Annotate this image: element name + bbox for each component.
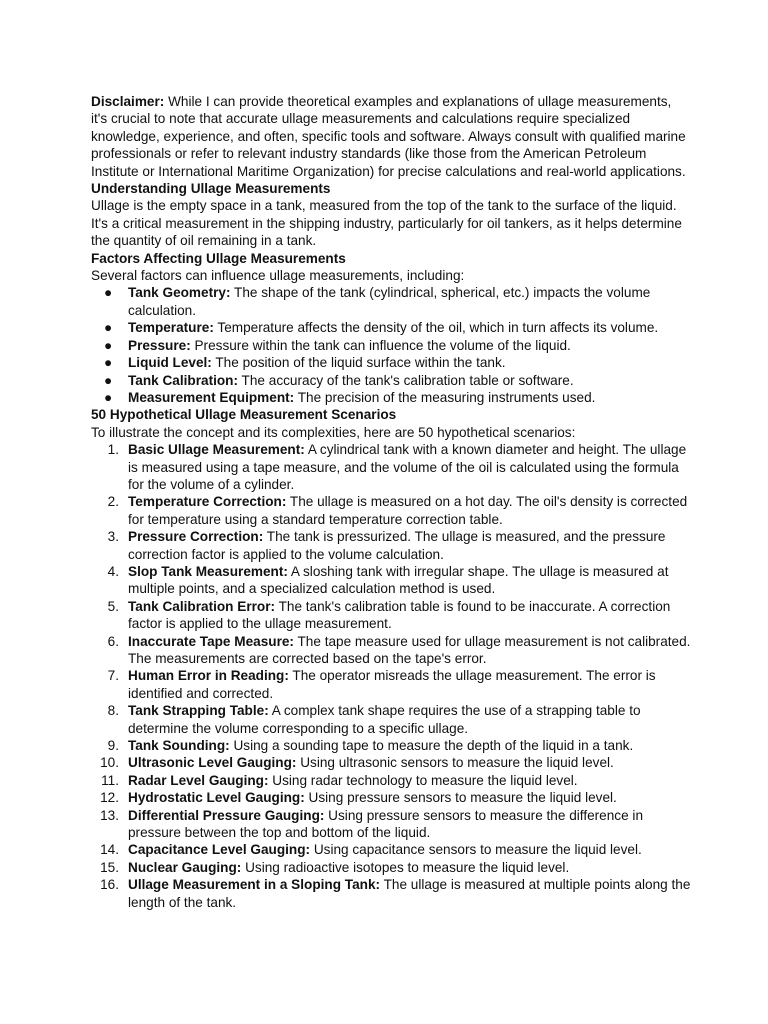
disclaimer-paragraph	[91, 93, 691, 180]
list-item-description: Using a sounding tape to measure the depth of the liquid in a tank.	[229, 738, 634, 754]
list-item-term: Pressure:	[128, 337, 191, 353]
list-marker: 2.	[107, 494, 119, 510]
list-item-term: Temperature Correction:	[128, 494, 287, 510]
list-marker: 12.	[100, 790, 119, 806]
factor-list-item	[91, 372, 691, 389]
scenario-list-item	[91, 441, 691, 493]
factor-list-item	[91, 389, 691, 406]
list-item-term: Liquid Level:	[128, 355, 212, 371]
list-item-term: Temperature:	[128, 320, 214, 336]
list-item-description: Using pressure sensors to measure the liquid level.	[304, 790, 617, 806]
section-factors-intro: Several factors can influence ullage measurements, including:	[91, 268, 465, 284]
list-item-term: Tank Strapping Table:	[128, 703, 269, 719]
list-item-term: Human Error in Reading:	[128, 668, 289, 684]
list-item-description: A complex tank shape requires the use of a strapping table to determine the volume corresponding to a specific ullage.	[128, 703, 641, 736]
list-marker: 4.	[107, 563, 119, 579]
section-heading-factors: Factors Affecting Ullage Measurements	[91, 250, 346, 266]
scenario-list-item	[91, 754, 691, 771]
list-item-description: The tank's calibration table is found to be inaccurate. A correction factor is applied to the ullage measurement.	[128, 598, 671, 632]
factor-list-item	[91, 319, 691, 336]
list-item-term: Differential Pressure Gauging:	[128, 807, 325, 823]
section-heading-understanding: Understanding Ullage Measurements	[91, 181, 331, 197]
list-item-term: Capacitance Level Gauging:	[128, 842, 311, 858]
list-item-term: Tank Calibration Error:	[128, 598, 276, 614]
list-marker: ●	[104, 372, 113, 388]
list-item-description: Using radar technology to measure the liquid level.	[268, 772, 578, 788]
list-item-term: Nuclear Gauging:	[128, 859, 242, 875]
list-item-description: The shape of the tank (cylindrical, spherical, etc.) impacts the volume calculation.	[128, 285, 651, 318]
factor-list-item	[91, 337, 691, 354]
scenario-list-item	[91, 772, 691, 789]
list-item-description: The operator misreads the ullage measurement. The error is identified and corrected.	[128, 668, 656, 701]
section-understanding-text: Ullage is the empty space in a tank, measured from the top of the tank to the surface of the liquid. It's a critical measurement in the shipping industry, particularly for oil tankers, as it helps determine the quantity of oil remaining in a tank.	[91, 198, 682, 249]
list-item-description: The tank is pressurized. The ullage is measured, and the pressure correction factor is applied to the volume calculation.	[128, 529, 666, 562]
list-marker: 5.	[107, 598, 119, 614]
scenario-list-item	[91, 528, 691, 563]
list-marker: 15.	[100, 859, 119, 875]
disclaimer-label: Disclaimer:	[91, 94, 165, 109]
scenario-list-item	[91, 841, 691, 858]
scenario-list-item	[91, 807, 691, 842]
list-item-description: Using radioactive isotopes to measure the liquid level.	[241, 859, 570, 875]
section-scenarios-intro: To illustrate the concept and its complexities, here are 50 hypothetical scenarios:	[91, 424, 576, 440]
list-item-term: Ullage Measurement in a Sloping Tank:	[128, 877, 381, 893]
list-marker: 16.	[100, 877, 119, 893]
scenario-list-item	[91, 737, 691, 754]
list-item-description: Temperature affects the density of the oil, which in turn affects its volume.	[213, 320, 659, 336]
list-marker: 11.	[101, 772, 119, 788]
list-item-description: Using pressure sensors to measure the difference in pressure between the top and bottom of the liquid.	[128, 807, 644, 841]
list-item-term: Basic Ullage Measurement:	[128, 442, 305, 458]
list-marker: 1.	[107, 442, 119, 458]
section-heading-scenarios: 50 Hypothetical Ullage Measurement Scenarios	[91, 407, 397, 423]
scenario-list-item	[91, 859, 691, 876]
list-marker: 8.	[107, 703, 119, 719]
list-item-description: A cylindrical tank with a known diameter and height. The ullage is measured using a tape measure, and the volume of the oil is calculated using the formula for the volume of a cylinder.	[128, 442, 687, 492]
list-marker: ●	[104, 285, 113, 301]
list-item-description: Pressure within the tank can influence the volume of the liquid.	[190, 337, 571, 353]
list-item-term: Measurement Equipment:	[128, 389, 295, 405]
list-item-term: Inaccurate Tape Measure:	[128, 633, 294, 649]
list-item-description: Using ultrasonic sensors to measure the liquid level.	[296, 755, 614, 771]
scenario-list-item	[91, 876, 691, 911]
list-marker: 9.	[107, 738, 119, 754]
scenario-list-item	[91, 633, 691, 668]
list-item-term: Slop Tank Measurement:	[128, 563, 288, 579]
list-marker: ●	[104, 320, 113, 336]
list-item-description: The accuracy of the tank's calibration table or software.	[238, 372, 574, 388]
list-item-description: The ullage is measured on a hot day. The oil's density is corrected for temperature using a standard temperature correction table.	[128, 494, 688, 527]
list-item-term: Tank Calibration:	[128, 372, 239, 388]
scenario-list-item	[91, 493, 691, 528]
list-item-term: Radar Level Gauging:	[128, 772, 269, 788]
list-item-term: Tank Geometry:	[128, 285, 231, 301]
list-marker: 7.	[107, 668, 119, 684]
scenario-list-item	[91, 789, 691, 806]
list-marker: 10.	[100, 755, 119, 771]
list-marker: ●	[104, 355, 113, 371]
factor-list-item	[91, 284, 691, 319]
scenario-list-item	[91, 667, 691, 702]
list-item-term: Tank Sounding:	[128, 738, 230, 754]
list-item-term: Ultrasonic Level Gauging:	[128, 755, 297, 771]
list-item-description: A sloshing tank with irregular shape. The ullage is measured at multiple points, and a specialized calculation method is used.	[128, 563, 669, 597]
document-page	[91, 93, 691, 911]
scenario-list-item	[91, 563, 691, 598]
scenario-list-item	[91, 598, 691, 633]
list-item-description: The tape measure used for ullage measurement is not calibrated. The measurements are corrected based on the tape's error.	[128, 633, 691, 666]
list-marker: 13.	[100, 807, 119, 823]
scenarios-list	[91, 441, 691, 911]
list-item-term: Hydrostatic Level Gauging:	[128, 790, 305, 806]
factor-list-item	[91, 354, 691, 371]
list-item-description: The ullage is measured at multiple points along the length of the tank.	[128, 877, 691, 910]
list-marker: ●	[104, 337, 113, 353]
list-marker: 6.	[107, 633, 119, 649]
disclaimer-text: While I can provide theoretical examples and explanations of ullage measurements, it's crucial to note that accurate ullage measurements and calculations require specialized knowledge, experience, and often, specific tools and software. Always consult with qualified marine professionals or refer to relevant industry standards (like those from the American Petroleum Institute or International Maritime Organization) for precise calculations and real-world applications.	[91, 94, 686, 179]
list-marker: 3.	[107, 529, 119, 545]
list-marker: ●	[104, 389, 113, 405]
factors-list	[91, 284, 691, 406]
list-item-term: Pressure Correction:	[128, 529, 264, 545]
list-item-description: The position of the liquid surface within the tank.	[211, 355, 506, 371]
list-item-description: Using capacitance sensors to measure the liquid level.	[310, 842, 642, 858]
list-item-description: The precision of the measuring instruments used.	[294, 389, 596, 405]
scenario-list-item	[91, 702, 691, 737]
list-marker: 14.	[100, 842, 119, 858]
